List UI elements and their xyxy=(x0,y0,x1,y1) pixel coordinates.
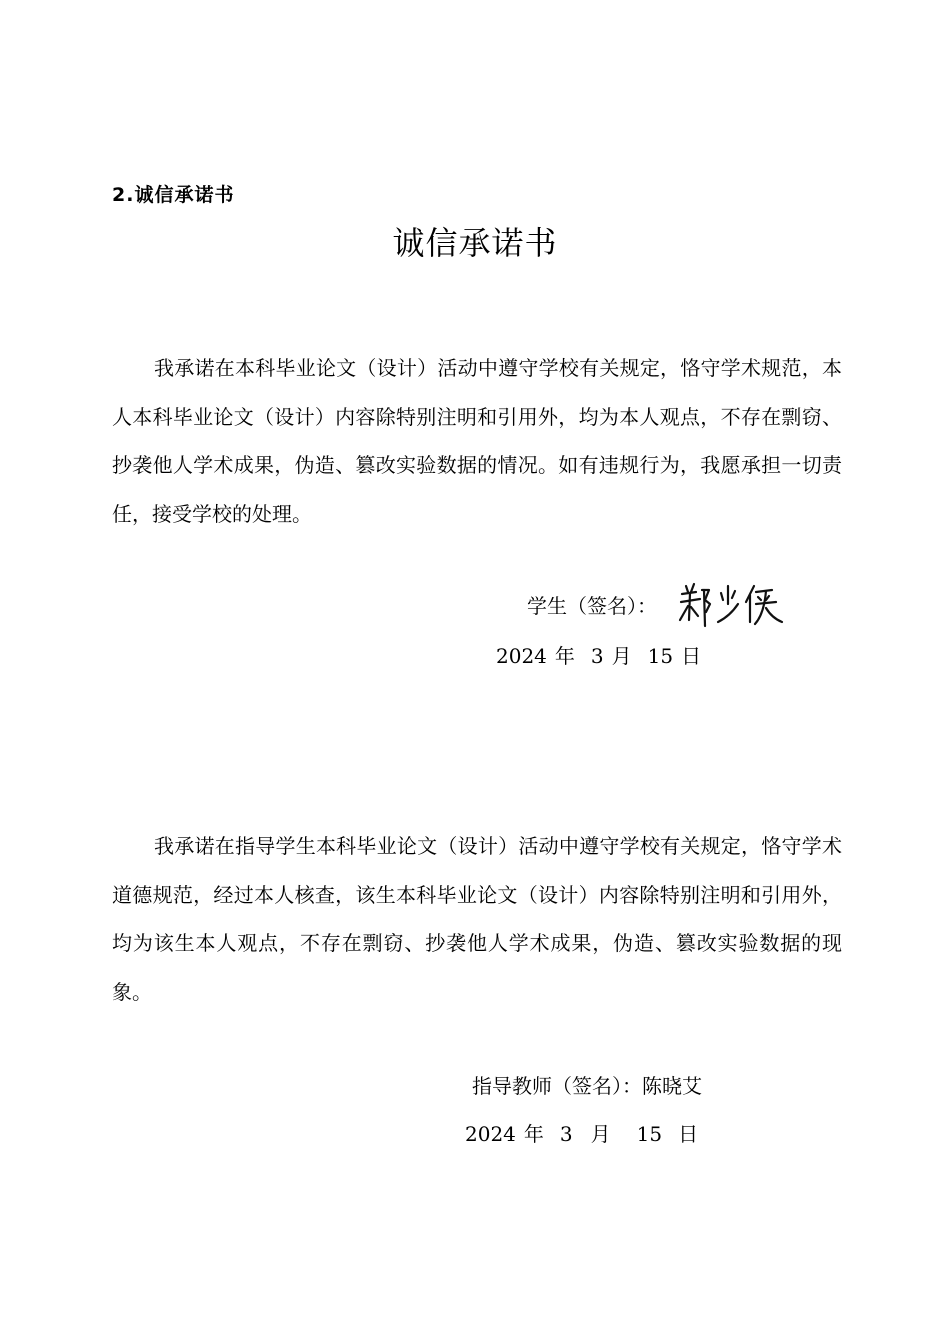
teacher-pledge-paragraph: 我承诺在指导学生本科毕业论文（设计）活动中遵守学校有关规定，恪守学术道德规范，经过本人核查，该生本科毕业论文（设计）内容除特别注明和引用外，均为该生本人观点，不存在剽窃、抄袭他人学术成果，伪造、篡改实验数据的现象。 xyxy=(112,834,842,1004)
student-date-year-unit: 年 xyxy=(554,644,575,668)
student-handwritten-signature xyxy=(676,580,786,628)
student-signature-label: 学生（签名）： xyxy=(527,594,657,618)
teacher-signature-line xyxy=(472,1070,702,1099)
teacher-date-month-unit: 月 xyxy=(590,1122,611,1146)
student-date-day-unit: 日 xyxy=(681,644,702,668)
teacher-date-day-unit: 日 xyxy=(678,1122,699,1146)
student-date-month: 3 xyxy=(590,644,604,668)
teacher-date-year-unit: 年 xyxy=(523,1122,544,1146)
teacher-signature-name: 陈晓艾 xyxy=(642,1074,702,1098)
section-heading: 2.诚信承诺书 xyxy=(112,184,235,206)
teacher-date-line xyxy=(465,1118,698,1147)
student-date-day: 15 xyxy=(647,644,674,668)
document-title: 诚信承诺书 xyxy=(392,224,558,262)
student-date-month-unit: 月 xyxy=(611,644,632,668)
teacher-signature-label: 指导教师（签名）： xyxy=(472,1074,642,1098)
teacher-date-year: 2024 xyxy=(465,1122,516,1146)
student-signature-line xyxy=(527,590,657,619)
student-date-year: 2024 xyxy=(496,644,547,668)
teacher-date-month: 3 xyxy=(559,1122,573,1146)
student-date-line xyxy=(496,640,701,669)
teacher-date-day: 15 xyxy=(636,1122,663,1146)
student-pledge-paragraph: 我承诺在本科毕业论文（设计）活动中遵守学校有关规定，恪守学术规范，本人本科毕业论文（设计）内容除特别注明和引用外，均为本人观点，不存在剽窃、抄袭他人学术成果，伪造、篡改实验数据的情况。如有违规行为，我愿承担一切责任，接受学校的处理。 xyxy=(112,356,842,526)
